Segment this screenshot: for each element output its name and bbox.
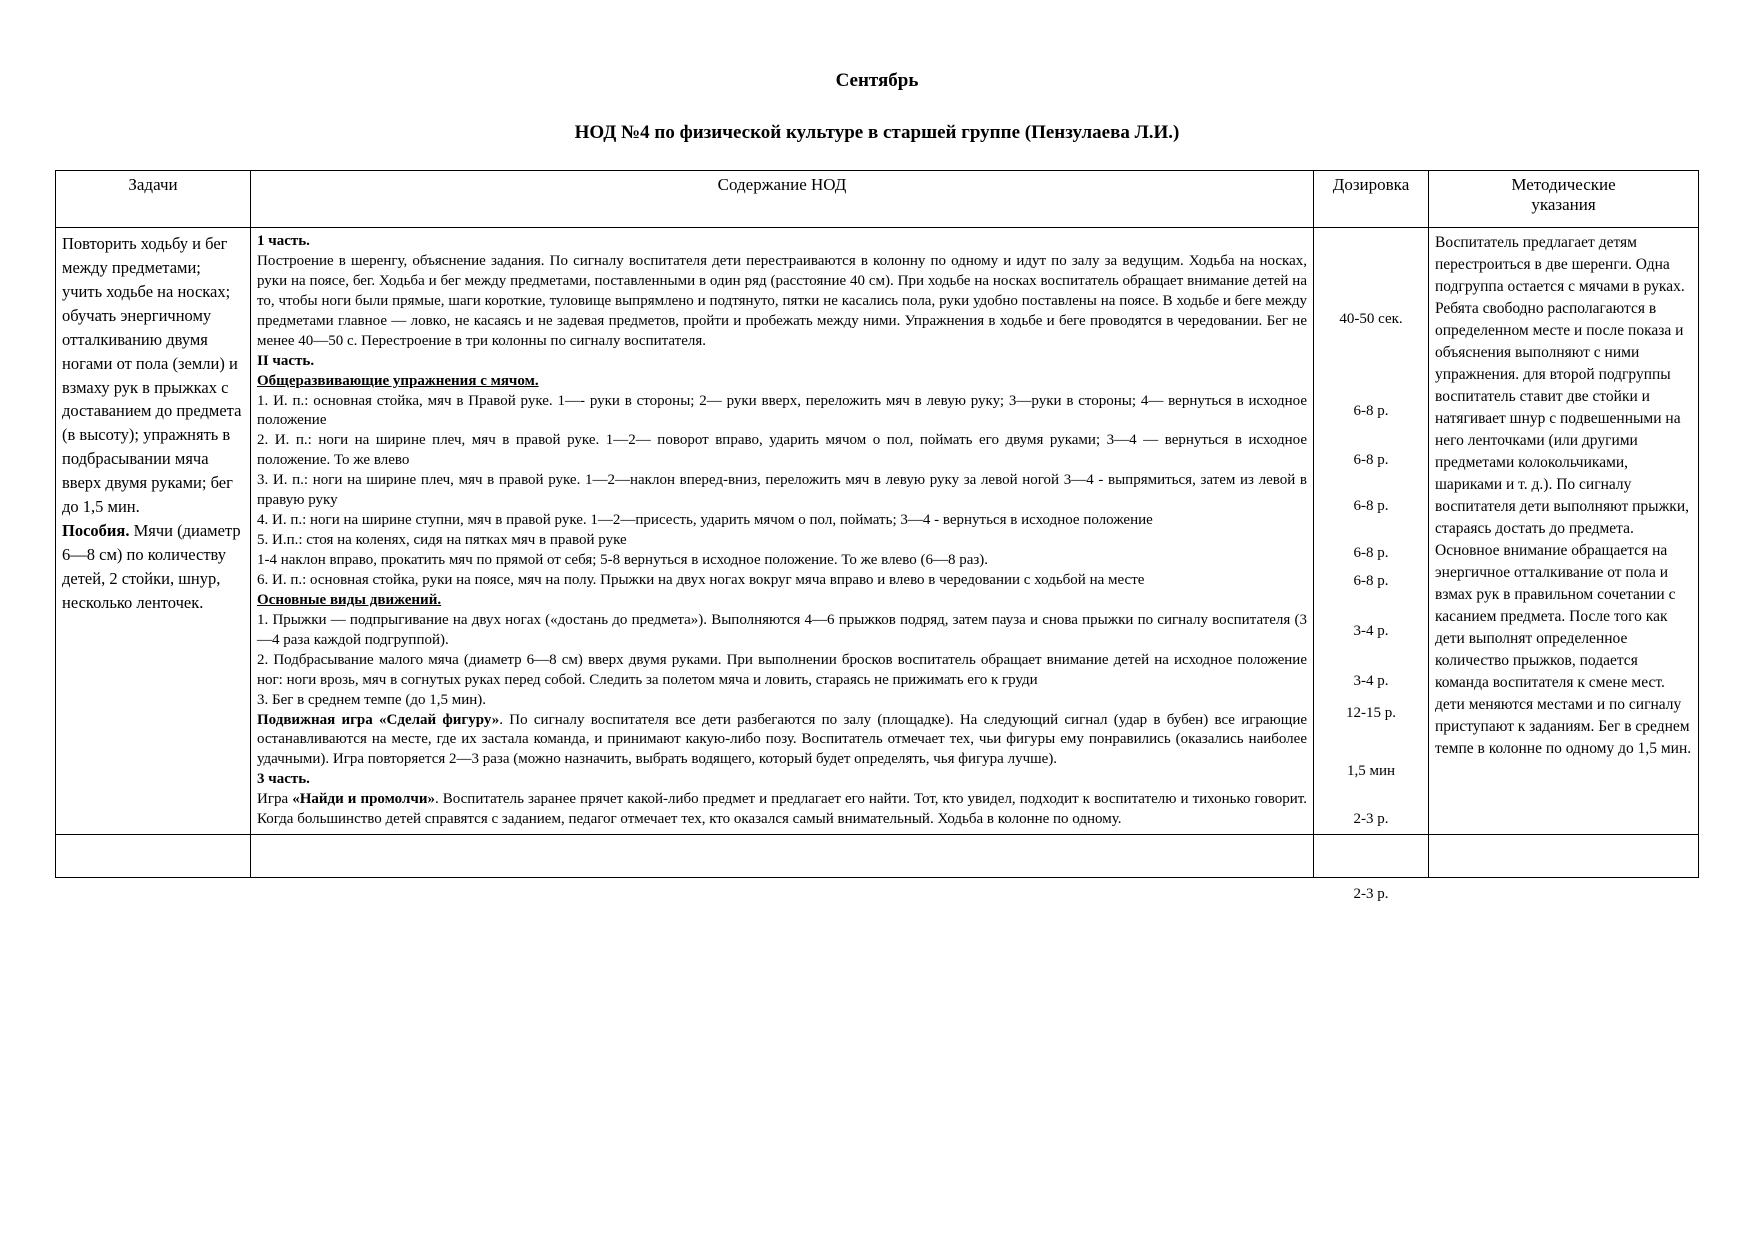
dose-item-8: 12-15 р.: [1346, 705, 1396, 721]
tasks-equipment-label: Пособия.: [62, 521, 130, 541]
column-header-dose: Дозировка: [1314, 171, 1429, 228]
content-ovd-2: 2. Подбрасывание малого мяча (диаметр 6—8 см) вверх двумя руками. При выполнении бросков воспитатель обращает внимание детей на исходное положение ног: ноги врозь, мяч в согнутых руках перед собой. Следить за полетом мяча и ловить, стараясь не прижимать его к груди: [257, 651, 1307, 688]
column-header-method-line1: Методические: [1511, 175, 1616, 194]
dose-item-2: 6-8 р.: [1353, 452, 1389, 468]
dose-item-7: 3-4 р.: [1353, 673, 1389, 689]
content-part3-title: 3 часть.: [257, 771, 310, 788]
lesson-plan-table: [55, 170, 1699, 902]
table-header-row: [56, 171, 1699, 228]
content-game-1-text: . По сигналу воспитателя все дети разбегаются по залу (площадке). На следующий сигнал (удар в бубен) все играющие останавливаются на месте, где их застала команда, и принимают какую-либо позу. Воспитатель отмечает тех, чьи фигуры ему понравились (оказались наиболее удачными). Игра повторяется 2—3 раза (можно назначить, выбрать водящего, который будет определять, чья фигура лучше).: [257, 711, 1308, 768]
content-exercise-5: 5. И.п.: стоя на коленях, сидя на пятках мяч в правой руке: [257, 532, 627, 549]
column-header-method: [1429, 171, 1699, 228]
column-header-tasks: Задачи: [56, 171, 251, 228]
content-exercise-6: 6. И. п.: основная стойка, руки на поясе, мяч на полу. Прыжки на двух ногах вокруг мяча вправо и влево в чередовании с ходьбой на месте: [257, 571, 1145, 588]
content-cell: [251, 228, 1314, 835]
dose-item-6: 3-4 р.: [1353, 623, 1389, 639]
content-game-2-prefix: Игра: [257, 791, 293, 808]
spacer-content: [251, 835, 1314, 878]
content-game-1-label: Подвижная игра «Сделай фигуру»: [257, 711, 500, 728]
dose-item-9: 1,5 мин: [1346, 763, 1396, 779]
content-game-2-text: . Воспитатель заранее прячет какой-либо предмет и предлагает его найти. Тот, кто увидел, подходит к воспитателю и тихонько говорит. Когда большинство детей справятся с заданием, педагог отмечает тех, кто оказался самый внимательный. Ходьба в колонне по одному.: [257, 791, 1307, 828]
dose-item-5: 6-8 р.: [1353, 573, 1389, 589]
content-part2-title: II часть.: [257, 352, 315, 369]
dose-item-1: 6-8 р.: [1353, 403, 1389, 419]
content-exercise-3: 3. И. п.: ноги на ширине плеч, мяч в правой руке. 1—2—наклон вперед-вниз, переложить мяч в левую руку за левой ногой 3—4 - выпрямиться, затем из левой в правую руку: [257, 472, 1307, 509]
content-game-2-label: «Найди и промолчи»: [292, 791, 435, 808]
method-cell: [1429, 228, 1699, 835]
content-ovd-3: 3. Бег в среднем темпе (до 1,5 мин).: [257, 691, 486, 708]
content-game-1: [257, 711, 1307, 771]
content-exercise-1: 1. И. п.: основная стойка, мяч в Правой руке. 1—- руки в стороны; 2— руки вверх, переложить мяч в левую руку; 3—руки в стороны; 4— вернуться в исходное положение: [257, 392, 1307, 429]
spacer-dose: [1314, 835, 1429, 878]
content-ovd-1: 1. Прыжки — подпрыгивание на двух ногах («достань до предмета»). Выполняются 4—6 прыжков подряд, затем пауза и снова прыжки по сигналу воспитателя (3—4 раза каждой подгруппой).: [257, 611, 1307, 648]
dose-item-0: 40-50 сек.: [1339, 311, 1403, 327]
column-header-content: Содержание НОД: [251, 171, 1314, 228]
tasks-equipment: [62, 519, 244, 615]
content-exercise-5b: 1-4 наклон вправо, прокатить мяч по прямой от себя; 5-8 вернуться в исходное положение. То же влево (6—8 раз).: [257, 552, 989, 568]
table-spacer-row: [56, 835, 1699, 878]
method-text: Воспитатель предлагает детям перестроиться в две шеренги. Одна подгруппа остается с мячами в руках. Ребята свободно располагаются в определенном месте и после показа и объяснения выполняют с ними упражнения. для второй подгруппы воспитатель ставит две стойки и натягивает шнур с подвешенными на него ленточками (или другими предметами колокольчиками, шариками и т. д.). По сигналу воспитателя дети выполняют прыжки, стараясь достать до предмета. Основное внимание обращается на энергичное отталкивание от пола и взмах рук в правильном сочетании с касанием предмета. После того как дети выполнят определенное количество прыжков, подается команда воспитателя к смене мест. дети меняются местами и по сигналу приступают к заданиям. Бег в среднем темпе в колонне по одному до 1,5 мин.: [1435, 234, 1692, 757]
content-game-2: [257, 790, 1307, 830]
content-part1-text: Построение в шеренгу, объяснение задания. По сигналу воспитателя дети перестраиваются в колонну по одному и идут по залу за ведущим. Ходьба на носках, руки на поясе, бег. Ходьба и бег между предметами, поставленными в один ряд (расстояние 40 см). При ходьбе на носках воспитатель обращает внимание детей на то, чтобы ноги были прямые, шаги короткие, туловище выпрямлено и подтянуто, пятки не касались пола, руки удобно поставлены на поясе. В ходьбе и беге между предметами главное — ловко, не касаясь и не задевая предметов, пройти и пробежать между ними. Упражнения в ходьбе и беге проводятся в чередовании. Бег не менее 40—50 с. Перестроение в три колонны по сигналу воспитателя.: [257, 252, 1307, 349]
dose-item-4: 6-8 р.: [1353, 545, 1389, 561]
tasks-main-text: Повторить ходьбу и бег между предметами; учить ходьбе на носках; обучать энергичному отталкиванию двумя ногами от пола (земли) и взмаху рук в прыжках с доставанием до предмета (в высоту); упражнять в подбрасывании мяча вверх двумя руками; бег до 1,5 мин.: [62, 234, 242, 517]
page-subtitle: НОД №4 по физической культуре в старшей группе (Пензулаева Л.И.): [574, 122, 1180, 143]
spacer-tasks: [56, 835, 251, 878]
spacer-method: [1429, 835, 1699, 878]
tasks-cell: [56, 228, 251, 835]
page-title: Сентябрь: [835, 70, 919, 91]
column-header-method-line2: указания: [1531, 195, 1596, 214]
table-row: [56, 228, 1699, 835]
content-part1-title: 1 часть.: [257, 233, 310, 249]
dose-item-11: 2-3 р.: [1353, 886, 1389, 902]
content-exercise-4: 4. И. п.: ноги на ширине ступни, мяч в правой руке. 1—2—присесть, ударить мячом о пол, поймать; 3—4 - вернуться в исходное положение: [257, 512, 1153, 529]
tasks-equipment-text: Мячи (диаметр 6—8 см) по количеству детей, 2 стойки, шнур, несколько ленточек.: [62, 521, 241, 612]
dose-cell: [1314, 228, 1429, 902]
content-ovd-title: Основные виды движений.: [257, 591, 442, 608]
dose-item-3: 6-8 р.: [1353, 498, 1389, 514]
content-oru-title: Общеразвивающие упражнения с мячом.: [257, 372, 539, 389]
content-exercise-2: 2. И. п.: ноги на ширине плеч, мяч в правой руке. 1—2— поворот вправо, ударить мячом о пол, поймать его двумя руками; 3—4 — вернуться в исходное положение. То же влево: [257, 432, 1307, 469]
dose-item-10: 2-3 р.: [1353, 811, 1389, 827]
